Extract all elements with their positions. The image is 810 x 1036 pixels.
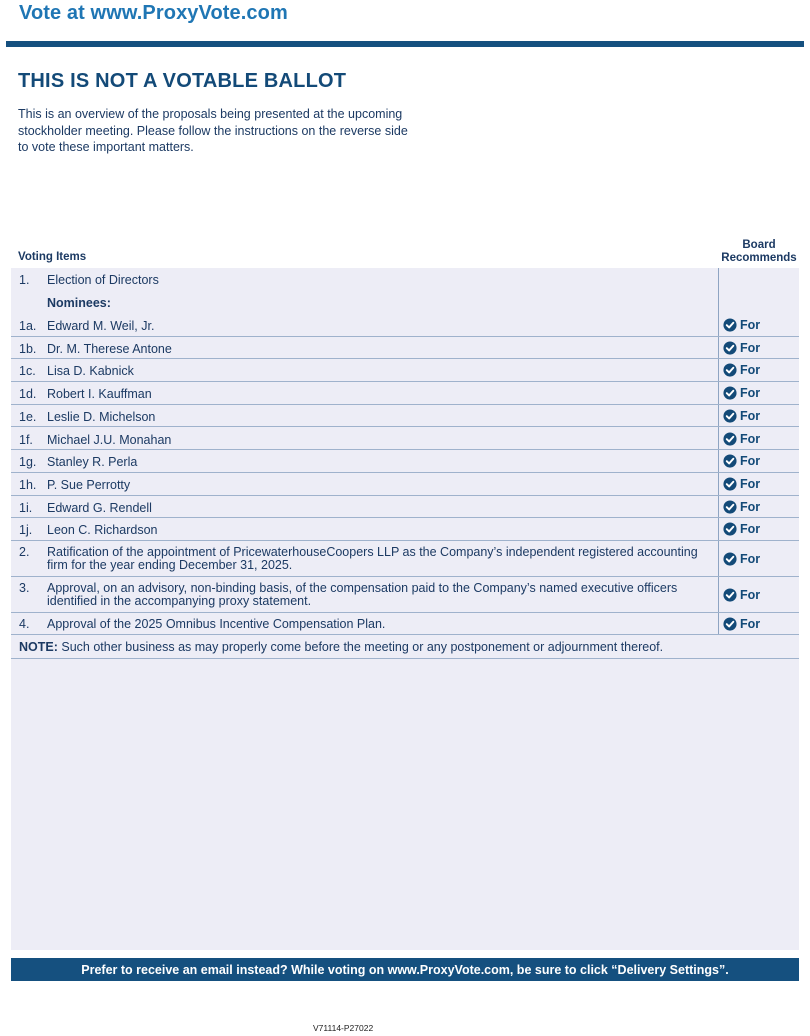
voting-items-table xyxy=(11,268,799,950)
ballot-title: THIS IS NOT A VOTABLE BALLOT xyxy=(18,70,347,92)
proxyvote-link[interactable]: Vote at www.ProxyVote.com xyxy=(19,2,288,24)
table-row-nominee xyxy=(11,314,799,337)
nominee-name: Stanley R. Perla xyxy=(47,455,138,470)
board-recommendation xyxy=(723,432,760,446)
item-number: 1g. xyxy=(19,455,37,470)
item-text-line2: identified in the accompanying proxy statement. xyxy=(47,594,312,608)
item-number: 1f. xyxy=(19,432,33,447)
board-header-line1: Board xyxy=(742,239,776,251)
recommendation-label: For xyxy=(740,318,761,332)
recommendation-label: For xyxy=(740,431,761,446)
nominee-name: Leslie D. Michelson xyxy=(47,409,156,424)
table-row-nominee xyxy=(11,518,799,541)
table-row-nominee xyxy=(11,473,799,496)
recommendation-label: For xyxy=(740,552,761,566)
checkmark-circle-icon xyxy=(723,477,737,491)
recommendation-label: For xyxy=(740,617,761,631)
board-recommendation xyxy=(723,341,760,355)
item-text: Election of Directors xyxy=(47,273,159,287)
checkmark-circle-icon xyxy=(723,454,737,468)
table-row-nominee xyxy=(11,496,799,519)
item-number: 1a. xyxy=(19,319,37,333)
table-row-note xyxy=(11,635,799,659)
item-text-line1: Ratification of the appointment of PricewaterhouseCoopers LLP as the Company’s independent registered accounting xyxy=(47,545,698,559)
nominee-name: Dr. M. Therese Antone xyxy=(47,341,172,356)
voting-items-header: Voting Items xyxy=(18,251,87,263)
table-row-nominee xyxy=(11,405,799,428)
recommendation-label: For xyxy=(740,522,761,537)
banner-text: Prefer to receive an email instead? While voting on www.ProxyVote.com, be sure to click “Delivery Settings”. xyxy=(81,962,729,977)
table-row-nominee xyxy=(11,428,799,451)
board-recommendation xyxy=(723,454,760,468)
nominee-name: Edward M. Weil, Jr. xyxy=(47,319,155,333)
item-number: 1d. xyxy=(19,387,37,402)
item-number: 1. xyxy=(19,273,30,287)
table-row-nominees-label xyxy=(11,291,799,314)
checkmark-circle-icon xyxy=(723,552,737,566)
checkmark-circle-icon xyxy=(723,363,737,377)
checkmark-circle-icon xyxy=(723,409,737,423)
checkmark-circle-icon xyxy=(723,318,737,332)
checkmark-circle-icon xyxy=(723,386,737,400)
recommendation-label: For xyxy=(740,588,761,602)
note-body: Such other business as may properly come before the meeting or any postponement or adjournment thereof. xyxy=(57,640,664,654)
nominee-name: Lisa D. Kabnick xyxy=(47,364,134,379)
board-header-line2: Recommends xyxy=(721,252,797,264)
recommendation-label: For xyxy=(740,408,761,423)
item-number: 3. xyxy=(19,581,30,595)
table-row-nominee xyxy=(11,382,799,405)
recommendation-label: For xyxy=(740,454,761,469)
table-row-election xyxy=(11,268,799,291)
recommendation-label: For xyxy=(740,499,761,514)
item-number: 1b. xyxy=(19,341,37,356)
item-number: 1j. xyxy=(19,523,33,538)
item-text-line1: Approval of the 2025 Omnibus Incentive Compensation Plan. xyxy=(47,617,386,631)
item-text-line1: Approval, on an advisory, non-binding basis, of the compensation paid to the Company’s named executive officers xyxy=(47,581,678,595)
board-recommendation xyxy=(723,552,760,566)
checkmark-circle-icon xyxy=(723,341,737,355)
board-recommendation xyxy=(723,617,760,631)
nominees-label: Nominees: xyxy=(47,296,111,310)
table-row-nominee xyxy=(11,359,799,382)
board-recommendation xyxy=(723,318,760,332)
table-row-proposal-4 xyxy=(11,613,799,635)
board-recommendation xyxy=(723,363,760,377)
table-row-nominee xyxy=(11,337,799,360)
board-recommendation xyxy=(723,386,760,400)
checkmark-circle-icon xyxy=(723,522,737,536)
item-number: 1c. xyxy=(19,364,36,379)
table-row-nominee xyxy=(11,450,799,473)
item-number: 1e. xyxy=(19,409,37,424)
item-number: 2. xyxy=(19,545,30,559)
checkmark-circle-icon xyxy=(723,500,737,514)
board-recommendation xyxy=(723,477,760,491)
table-row-proposal-3 xyxy=(11,577,799,613)
checkmark-circle-icon xyxy=(723,588,737,602)
nominee-name: Edward G. Rendell xyxy=(47,500,152,515)
table-row-proposal-2 xyxy=(11,541,799,577)
board-recommendation xyxy=(723,522,760,536)
board-recommendation xyxy=(723,500,760,514)
ballot-intro: This is an overview of the proposals being presented at the upcoming stockholder meeting. Please follow the instructions on the reverse side to vote these important matters. xyxy=(18,107,408,154)
recommendation-label: For xyxy=(740,363,761,378)
delivery-settings-banner xyxy=(11,958,799,981)
checkmark-circle-icon xyxy=(723,617,737,631)
item-number: 1i. xyxy=(19,500,33,515)
nominee-name: P. Sue Perrotty xyxy=(47,477,131,492)
header-rule xyxy=(6,41,804,47)
nominee-name: Michael J.U. Monahan xyxy=(47,432,172,447)
note-label: NOTE: xyxy=(19,640,58,654)
board-recommends-header xyxy=(716,239,802,265)
recommendation-label: For xyxy=(740,340,761,355)
board-recommendation xyxy=(723,588,760,602)
nominee-name: Leon C. Richardson xyxy=(47,523,158,538)
board-recommendation xyxy=(723,409,760,423)
item-text-line2: firm for the year ending December 31, 2025. xyxy=(47,558,293,572)
nominee-name: Robert I. Kauffman xyxy=(47,387,152,402)
document-code: V71114-P27022 xyxy=(313,1023,374,1033)
item-number: 1h. xyxy=(19,477,37,492)
recommendation-label: For xyxy=(740,386,761,401)
checkmark-circle-icon xyxy=(723,432,737,446)
item-number: 4. xyxy=(19,617,30,631)
recommendation-label: For xyxy=(740,476,761,491)
note-text xyxy=(19,640,663,654)
